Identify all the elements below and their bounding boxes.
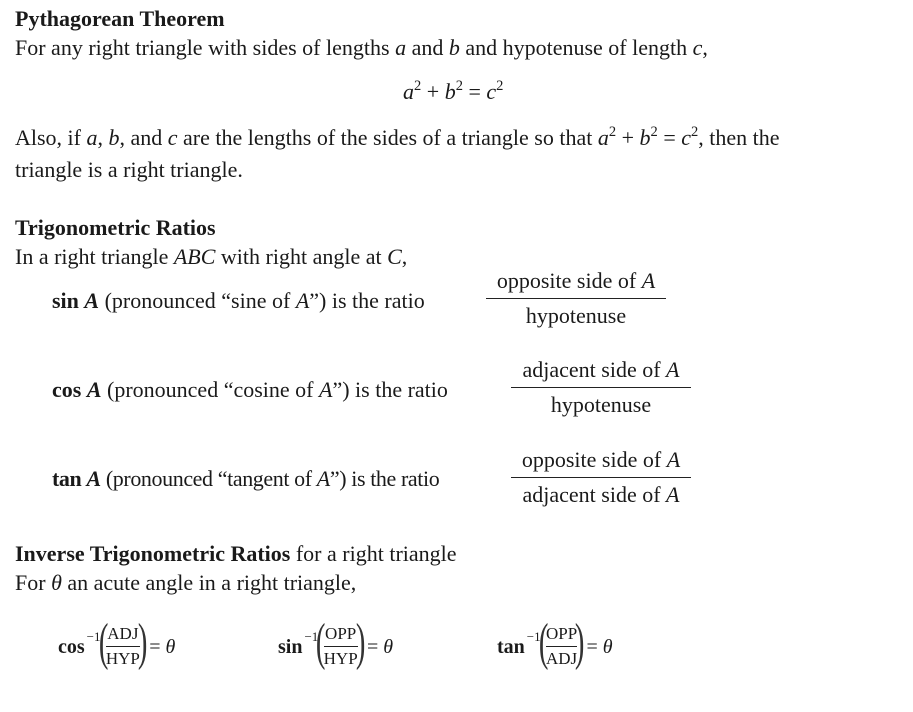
inverse-tangent-den: ADJ [545, 649, 578, 669]
theta-symbol: θ [383, 635, 394, 658]
theta-symbol: θ [602, 635, 613, 658]
cosine-var: A [86, 377, 102, 402]
pythagorean-converse [15, 125, 780, 151]
sine-var: A [84, 288, 100, 313]
converse-b: b [108, 125, 120, 150]
left-paren: ( [538, 613, 549, 671]
inverse-heading [15, 541, 457, 567]
tangent-denominator-text: adjacent side of [522, 482, 667, 508]
inverse-intro-text: For [15, 570, 52, 595]
sine-desc: (pronounced “sine of [99, 288, 296, 313]
tangent-numerator [511, 447, 691, 477]
fraction-bar [546, 646, 577, 647]
intro-text: For any right triangle with sides of lengths [15, 35, 396, 60]
inverse-cosine [58, 613, 176, 671]
inverse-sine [278, 613, 394, 671]
tangent-definition [52, 466, 439, 492]
eq-equals: = [462, 79, 487, 104]
pythagorean-intro [15, 35, 708, 61]
right-paren: ) [355, 613, 366, 671]
inverse-cosine-fn: cos [58, 635, 85, 658]
eq-plus: + [421, 79, 445, 104]
converse-text: , and [119, 125, 168, 150]
tangent-desc: ”) is the ratio [329, 466, 440, 491]
inverse-cosine-den: HYP [105, 649, 140, 669]
eq-plus: + [616, 125, 640, 150]
left-paren: ( [316, 613, 326, 671]
sine-numerator [486, 268, 666, 298]
inverse-sine-fn: sin [278, 635, 303, 658]
inverse-exponent: −1 [304, 629, 319, 645]
eq-exp: 2 [691, 123, 699, 140]
intro-text: , [702, 35, 708, 60]
trig-abc: ABC [173, 244, 216, 269]
trig-heading: Trigonometric Ratios [15, 215, 216, 240]
inverse-sine-fraction [324, 624, 358, 670]
eq-c: c [681, 125, 691, 150]
left-paren: ( [98, 613, 108, 671]
fraction-bar [324, 646, 358, 647]
inverse-exponent: −1 [86, 629, 101, 645]
sine-desc: ”) is the ratio [309, 288, 425, 313]
inverse-heading-bold: Inverse Trigonometric Ratios [15, 541, 291, 566]
converse-text: are the lengths of the sides of a triangle so that [177, 125, 598, 150]
cosine-fn: cos [52, 377, 82, 402]
tangent-numerator-text: opposite side of [521, 447, 667, 472]
inverse-cosine-num: ADJ [107, 624, 139, 643]
eq-b: b [444, 79, 456, 104]
intro-text: and [406, 35, 449, 60]
converse-text: Also, if [15, 125, 87, 150]
eq-equals: = [657, 125, 682, 150]
trig-intro [15, 244, 407, 270]
pythagorean-heading: Pythagorean Theorem [15, 6, 225, 31]
sine-fn: sin [52, 288, 79, 313]
inverse-tangent-num: OPP [545, 624, 578, 643]
converse-text: , [97, 125, 109, 150]
cosine-numerator-var: A [666, 357, 680, 382]
cosine-denominator-text: hypotenuse [550, 392, 652, 418]
eq-exp: 2 [650, 123, 658, 140]
converse-text: , then the [698, 125, 780, 150]
cosine-definition [52, 377, 448, 403]
fraction-bar [106, 646, 140, 647]
equals-sign: = [366, 635, 379, 658]
eq-exp: 2 [455, 77, 463, 94]
theta-symbol: θ [51, 570, 62, 595]
tangent-fn: tan [52, 466, 82, 491]
tangent-desc: (pronounced “tangent of [100, 466, 317, 491]
inverse-intro-text: an acute angle in a right triangle, [61, 570, 357, 595]
inverse-heading-rest: for a right triangle [290, 541, 457, 566]
tangent-fraction [511, 447, 691, 509]
inverse-tangent [497, 613, 613, 671]
tangent-var: A [86, 466, 101, 491]
sine-denominator [486, 299, 666, 329]
tangent-denominator-var: A [666, 482, 680, 508]
trig-intro-text: In a right triangle [15, 244, 174, 269]
cosine-desc-var: A [319, 377, 333, 402]
trig-intro-text: , [401, 244, 408, 269]
equals-sign: = [586, 635, 598, 658]
eq-b: b [639, 125, 651, 150]
sine-fraction [486, 268, 666, 330]
var-c: c [692, 35, 703, 60]
inverse-tangent-fraction [546, 624, 577, 670]
tangent-denominator [511, 478, 691, 508]
var-b: b [448, 35, 460, 60]
pythagorean-converse-line2: triangle is a right triangle. [15, 157, 243, 182]
cosine-denominator [511, 388, 691, 418]
cosine-desc: (pronounced “cosine of [101, 377, 319, 402]
inverse-sine-den: HYP [323, 649, 358, 669]
equals-sign: = [149, 635, 161, 658]
theta-symbol: θ [165, 635, 176, 658]
inverse-exponent: −1 [526, 629, 541, 645]
trig-c: C [387, 244, 402, 269]
eq-a: a [403, 79, 414, 104]
sine-definition [52, 288, 425, 314]
converse-c: c [167, 125, 178, 150]
sine-desc-var: A [295, 288, 310, 313]
var-a: a [395, 35, 407, 60]
eq-c: c [486, 79, 497, 104]
tangent-numerator-var: A [666, 447, 681, 472]
pythagorean-equation [403, 79, 503, 105]
converse-a: a [86, 125, 98, 150]
cosine-numerator-text: adjacent side of [522, 357, 667, 382]
eq-exp: 2 [414, 77, 422, 94]
tangent-desc-var: A [316, 466, 330, 491]
right-paren: ) [575, 613, 585, 671]
right-paren: ) [137, 613, 148, 671]
eq-exp: 2 [496, 77, 504, 94]
eq-exp: 2 [608, 123, 617, 140]
cosine-desc: ”) is the ratio [332, 377, 448, 402]
cosine-fraction [511, 357, 691, 419]
inverse-sine-num: OPP [325, 624, 357, 643]
cosine-numerator [511, 357, 691, 387]
sine-denominator-text: hypotenuse [525, 303, 627, 329]
trig-intro-text: with right angle at [215, 244, 388, 269]
inverse-tangent-fn: tan [497, 635, 525, 658]
sine-numerator-text: opposite side of [496, 268, 642, 293]
sine-numerator-var: A [641, 268, 656, 293]
inverse-intro [15, 570, 356, 596]
inverse-cosine-fraction [106, 624, 140, 670]
eq-a: a [597, 125, 609, 150]
intro-text: and hypotenuse of length [459, 35, 693, 60]
